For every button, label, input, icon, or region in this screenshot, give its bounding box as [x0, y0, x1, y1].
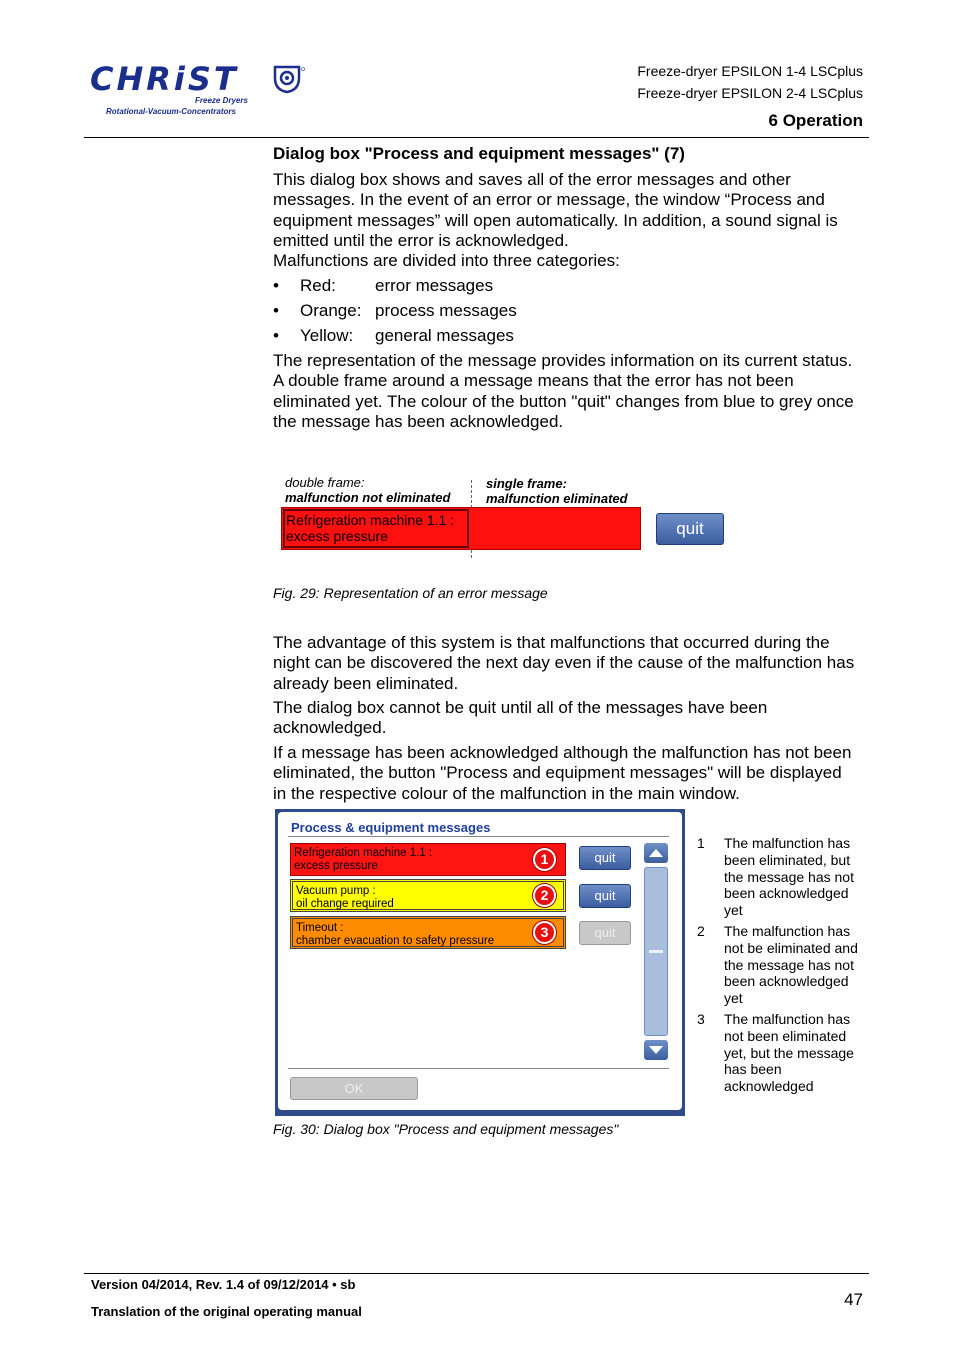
quit-button-2[interactable]: quit	[579, 884, 631, 908]
figure-30-caption: Fig. 30: Dialog box "Process and equipment messages"	[273, 1121, 619, 1137]
version-info: Version 04/2014, Rev. 1.4 of 09/12/2014 • sb	[91, 1277, 356, 1292]
scrollbar-track[interactable]	[644, 867, 668, 1036]
paragraph-acknowledged: If a message has been acknowledged although the malfunction has not been eliminated, the button "Process and equipment messages" will be displayed in the respective colour of the malfunction in the main window.	[273, 743, 852, 803]
section-title: 6 Operation	[768, 111, 863, 130]
scroll-down-button[interactable]	[644, 1040, 668, 1060]
product-name-2: Freeze-dryer EPSILON 2-4 LSCplus	[637, 85, 863, 101]
figure-29-caption: Fig. 29: Representation of an error message	[273, 585, 548, 601]
badge-2: 2	[533, 884, 556, 907]
header-divider	[84, 137, 869, 138]
paragraph-representation: The representation of the message provides information on its current status. A double frame around a message means that the error has not been eliminated yet. The colour of the button "quit" changes from blue to grey once the message has been acknowledged.	[273, 351, 854, 431]
scrollbar-grip[interactable]	[649, 950, 663, 953]
message-timeout[interactable]: Timeout : chamber evacuation to safety pressure 3	[290, 916, 566, 949]
dialog-footer-divider	[288, 1068, 669, 1069]
page-number: 47	[844, 1290, 863, 1309]
translation-note: Translation of the original operating manual	[91, 1304, 362, 1319]
label-single-frame: single frame: malfunction eliminated	[486, 476, 628, 506]
brand-emblem-icon	[272, 64, 306, 94]
dialog-heading: Dialog box "Process and equipment messages" (7)	[273, 144, 685, 163]
scroll-up-button[interactable]	[644, 843, 668, 863]
badge-3: 3	[533, 921, 556, 944]
quit-button[interactable]: quit	[656, 513, 724, 545]
badge-1: 1	[533, 848, 556, 871]
quit-button-3-disabled[interactable]: quit	[579, 921, 631, 945]
product-name-1: Freeze-dryer EPSILON 1-4 LSCplus	[637, 63, 863, 79]
label-double-frame: double frame: malfunction not eliminated	[285, 475, 451, 505]
error-message-text: Refrigeration machine 1.1 : excess pressure	[286, 512, 455, 544]
quit-button-1[interactable]: quit	[579, 846, 631, 870]
process-messages-dialog	[278, 812, 682, 1110]
dialog-title-divider	[288, 836, 669, 837]
paragraph-cannot-quit: The dialog box cannot be quit until all of the messages have been acknowledged.	[273, 698, 768, 738]
message-vacuum-pump[interactable]: Vacuum pump : oil change required 2	[290, 879, 566, 912]
footer-divider	[84, 1273, 869, 1274]
dialog-title: Process & equipment messages	[291, 820, 491, 835]
brand-tagline-2: Rotational-Vacuum-Concentrators	[106, 107, 236, 116]
arrow-down-icon	[644, 1040, 668, 1060]
brand-tagline-1: Freeze Dryers	[195, 96, 248, 105]
paragraph-advantage: The advantage of this system is that malfunctions that occurred during the night can be discovered the next day even if the cause of the malfunction has already been eliminated.	[273, 633, 855, 693]
brand-logo: CHRiST	[90, 60, 239, 98]
ok-button[interactable]: OK	[290, 1077, 418, 1100]
paragraph-categories: Malfunctions are divided into three categories:	[273, 251, 620, 270]
arrow-up-icon	[644, 843, 668, 863]
paragraph-intro: This dialog box shows and saves all of the error messages and other messages. In the event of an error or message, the window “Process and equipment messages” will open automatically. In addition, a sound signal is emitted until the error is acknowledged.	[273, 170, 838, 250]
message-refrigeration[interactable]: Refrigeration machine 1.1 : excess pressure 1	[290, 843, 566, 876]
